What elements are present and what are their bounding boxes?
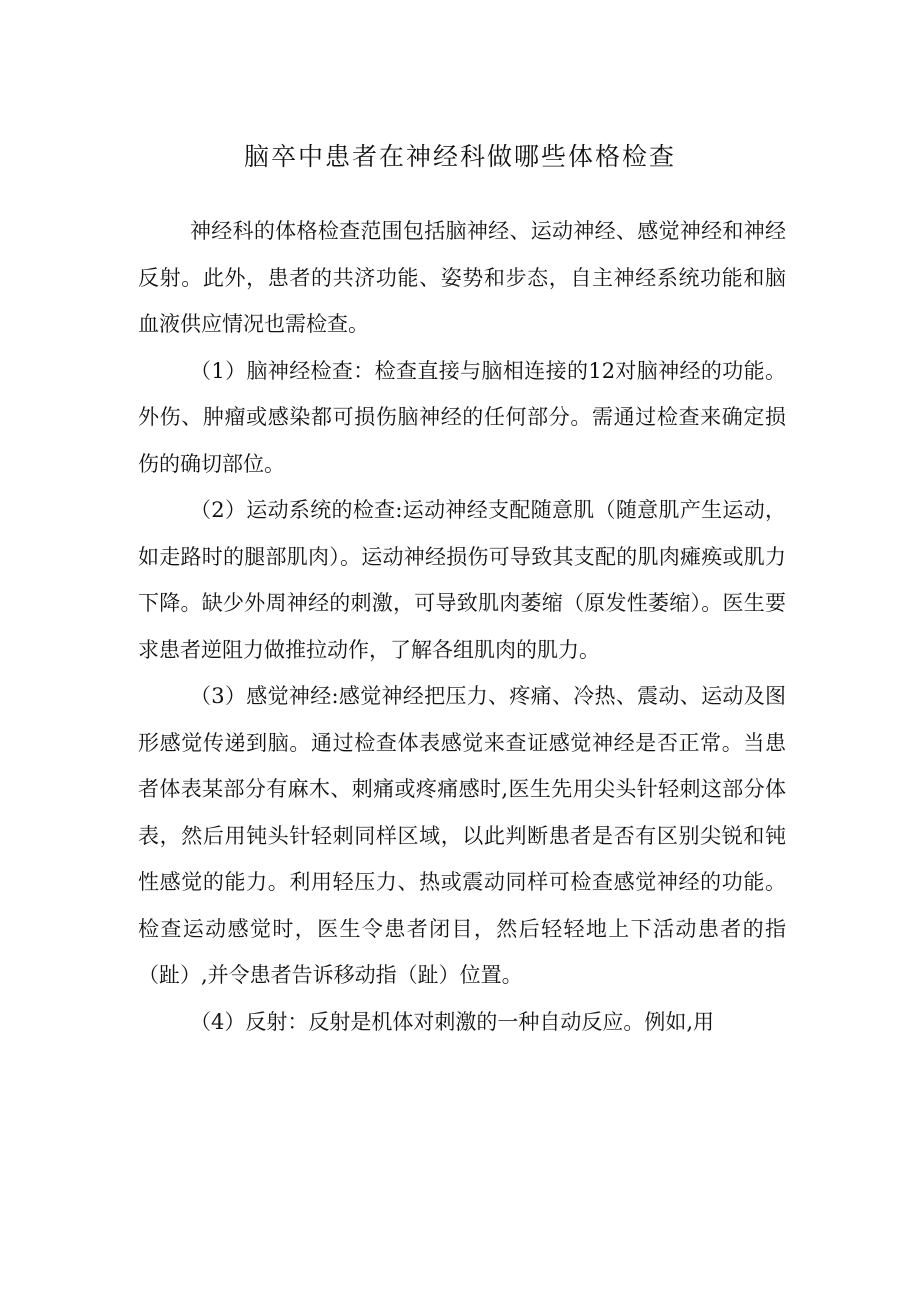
paragraph-cranial-nerve-exam: （1）脑神经检查：检查直接与脑相连接的12对脑神经的功能。外伤、肿瘤或感染都可损伤脑神经的任何部分。需通过检查来确定损伤的确切部位。 (138, 358, 786, 476)
paragraph-reflex-exam: （4）反射：反射是机体对刺激的一种自动反应。例如,用 (190, 1009, 715, 1034)
paragraph-intro: 神经科的体格检查范围包括脑神经、运动神经、感觉神经和神经反射。此外，患者的共济功能、姿势和步态，自主神经系统功能和脑血液供应情况也需检查。 (138, 219, 786, 336)
document-body (138, 208, 786, 1045)
page-title: 脑卒中患者在神经科做哪些体格检查 (243, 141, 676, 171)
paragraph-motor-system-exam: （2）运动系统的检查:运动神经支配随意肌（随意肌产生运动，如走路时的腿部肌肉）。运动神经损伤可导致其支配的肌肉瘫痪或肌力下降。缺少外周神经的刺激，可导致肌肉萎缩（原发性萎缩）。医生要求患者逆阻力做推拉动作，了解各组肌肉的肌力。 (138, 498, 786, 662)
paragraph-sensory-nerve-exam: （3）感觉神经:感觉神经把压力、疼痛、冷热、震动、运动及图形感觉传递到脑。通过检查体表感觉来查证感觉神经是否正常。当患者体表某部分有麻木、刺痛或疼痛感时,医生先用尖头针轻刺这部分体表，然后用钝头针轻刺同样区域，以此判断患者是否有区别尖锐和钝性感觉的能力。利用轻压力、热或震动同样可检查感觉神经的功能。检查运动感觉时，医生令患者闭目，然后轻轻地上下活动患者的指（趾）,并令患者告诉移动指（趾）位置。 (138, 684, 786, 987)
